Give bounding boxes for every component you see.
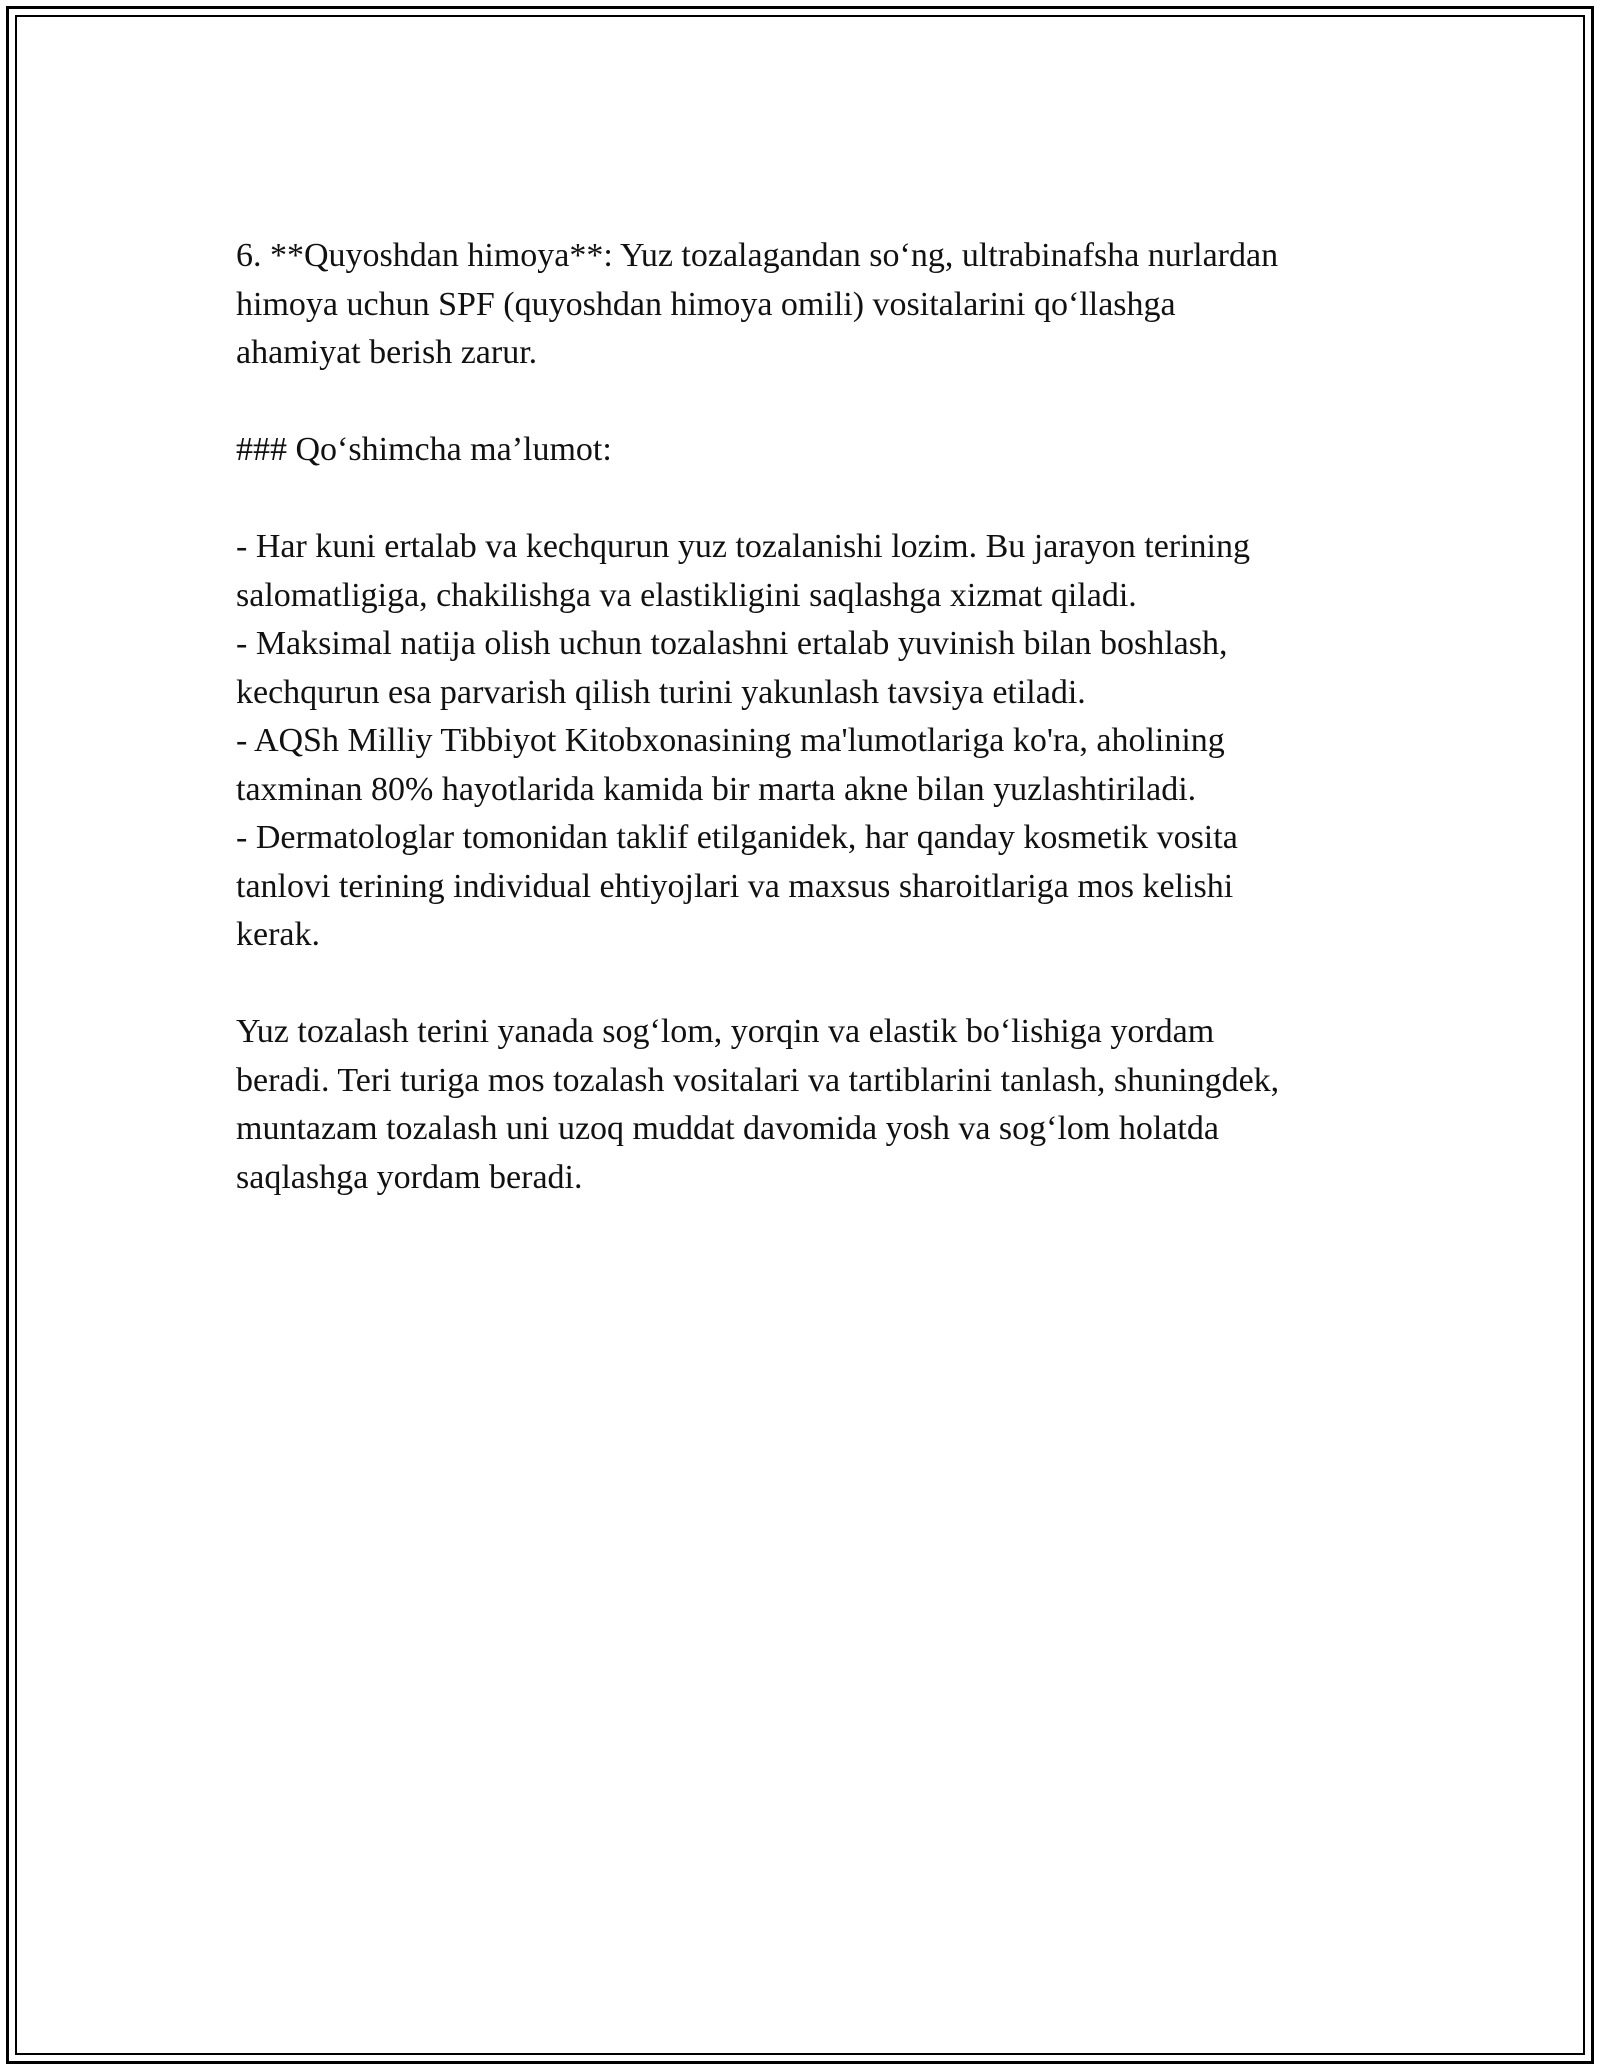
list-item-sun-protection: 6. **Quyoshdan himoya**: Yuz tozalagandan so‘ng, ultrabinafsha nurlardan himoya uchun SPF (quyoshdan himoya omili) vositalarini qo‘llashga ahamiyat berish zarur. [236,237,1279,371]
bullet-item: - Dermatologlar tomonidan taklif etilganidek, har qanday kosmetik vosita tanlovi terining individual ehtiyojlari va maxsus sharoitlariga mos kelishi kerak. [236,819,1238,953]
bullet-item: - Har kuni ertalab va kechqurun yuz tozalanishi lozim. Bu jarayon terining salomatligiga, chakilishga va elastikligini saqlashga xizmat qiladi. [236,528,1251,614]
bullet-list [236,523,1376,960]
spacer [236,475,1376,524]
bullet-item: - Maksimal natija olish uchun tozalashni ertalab yuvinish bilan boshlash, kechqurun esa parvarish qilish turini yakunlash tavsiya etiladi. [236,625,1228,711]
section-heading: ### Qo‘shimcha ma’lumot: [236,431,612,468]
conclusion-paragraph: Yuz tozalash terini yanada sog‘lom, yorqin va elastik bo‘lishiga yordam beradi. Teri turiga mos tozalash vositalari va tartiblarini tanlash, shuningdek, muntazam tozalash uni uzoq muddat davomida yosh va sog‘lom holatda saqlashga yordam beradi. [236,1013,1280,1196]
spacer [236,960,1376,1009]
document-body [236,232,1376,1202]
spacer [236,378,1376,427]
bullet-item: - AQSh Milliy Tibbiyot Kitobxonasining ma'lumotlariga ko'ra, aholining taxminan 80% hayotlarida kamida bir marta akne bilan yuzlashtiriladi. [236,722,1225,808]
